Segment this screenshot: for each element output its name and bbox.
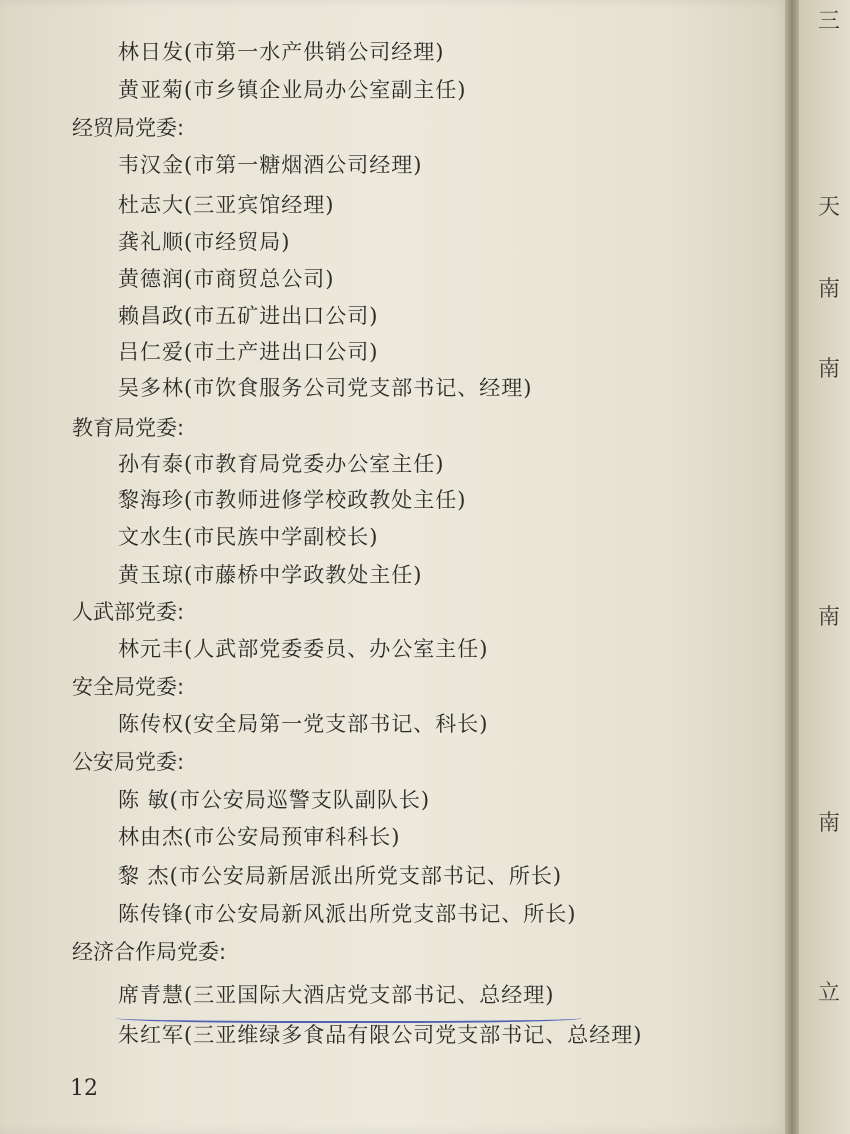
edge-char: 三 [818, 9, 841, 34]
member-entry: 韦汉金(市第一糖烟酒公司经理) [118, 153, 423, 177]
section-heading: 经济合作局党委: [72, 940, 227, 964]
member-entry: 杜志大(三亚宾馆经理) [118, 193, 335, 217]
section-heading: 安全局党委: [72, 675, 185, 699]
pen-underline-mark [116, 1011, 582, 1023]
member-entry: 文水生(市民族中学副校长) [118, 525, 379, 549]
member-entry: 陈传权(安全局第一党支部书记、科长) [118, 712, 489, 736]
member-entry: 吕仁爱(市土产进出口公司) [118, 340, 379, 364]
edge-char: 立 [818, 981, 841, 1006]
member-entry: 孙有泰(市教育局党委办公室主任) [118, 452, 445, 476]
member-entry: 龚礼顺(市经贸局) [118, 230, 291, 254]
edge-char: 南 [818, 357, 841, 382]
member-entry: 陈 敏(市公安局巡警支队副队长) [118, 788, 431, 812]
edge-char: 天 [818, 195, 841, 220]
member-entry: 黄德润(市商贸总公司) [118, 267, 335, 291]
member-entry: 林日发(市第一水产供销公司经理) [118, 40, 445, 64]
member-entry: 朱红军(三亚维绿多食品有限公司党支部书记、总经理) [118, 1023, 643, 1047]
section-heading: 教育局党委: [72, 416, 185, 440]
section-heading: 公安局党委: [72, 750, 185, 774]
member-entry: 席青慧(三亚国际大酒店党支部书记、总经理) [118, 983, 555, 1007]
member-entry: 黎 杰(市公安局新居派出所党支部书记、所长) [118, 864, 563, 888]
edge-char: 南 [818, 811, 841, 836]
next-page-edge [799, 0, 850, 1134]
edge-char: 南 [818, 605, 841, 630]
section-heading: 人武部党委: [72, 600, 185, 624]
member-entry: 陈传锋(市公安局新风派出所党支部书记、所长) [118, 902, 577, 926]
member-entry: 林元丰(人武部党委委员、办公室主任) [118, 637, 489, 661]
page-number: 12 [70, 1076, 98, 1101]
member-entry: 林由杰(市公安局预审科科长) [118, 825, 401, 849]
member-entry: 赖昌政(市五矿进出口公司) [118, 304, 379, 328]
member-entry: 黄玉琼(市藤桥中学政教处主任) [118, 563, 423, 587]
section-heading: 经贸局党委: [72, 116, 185, 140]
edge-char: 南 [818, 277, 841, 302]
member-entry: 黄亚菊(市乡镇企业局办公室副主任) [118, 78, 467, 102]
member-entry: 吴多林(市饮食服务公司党支部书记、经理) [118, 376, 533, 400]
book-spine [785, 0, 799, 1134]
member-entry: 黎海珍(市教师进修学校政教处主任) [118, 488, 467, 512]
